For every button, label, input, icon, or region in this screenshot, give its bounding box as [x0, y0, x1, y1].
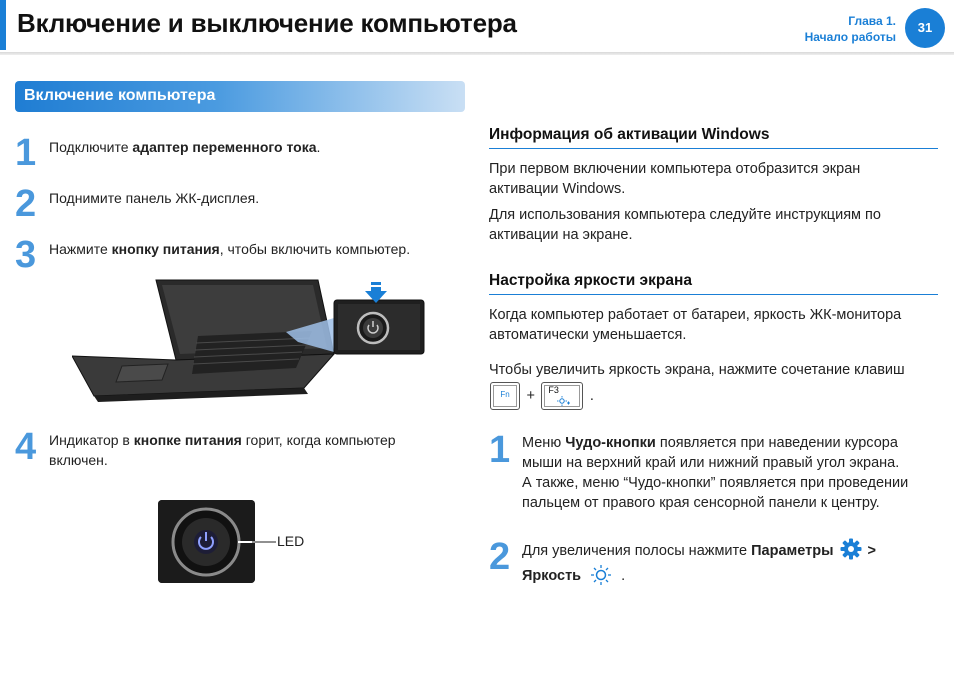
activation-heading: Информация об активации Windows	[489, 126, 770, 143]
led-label: LED	[277, 533, 305, 549]
sun-small-icon	[556, 396, 570, 406]
brightness-heading: Настройка яркости экрана	[489, 272, 692, 289]
page-number-badge: 31	[905, 8, 945, 48]
fn-key-icon: Fn	[490, 382, 520, 410]
step-number-2: 2	[15, 183, 37, 225]
charm-step-text-1: Меню Чудо-кнопки появляется при наведении курсора мыши на верхний край или нижний правый угол экрана. А также, меню “Чудо-кнопки” появляется при проведении пальцем от правого края сенсорной панели к центру.	[522, 435, 909, 511]
settings-gear-icon	[840, 538, 862, 560]
chapter-number: Глава 1.	[848, 14, 896, 28]
section-title: Включение компьютера	[24, 87, 216, 104]
brightness-paragraph-1: Когда компьютер работает от батареи, яркость ЖК-монитора автоматически уменьшается.	[489, 307, 902, 343]
activation-rule	[489, 148, 938, 149]
step-text-3: Нажмите кнопку питания, чтобы включить компьютер.	[49, 241, 411, 257]
hotkey-fn-f3: Fn + F3 .	[490, 382, 594, 410]
charm-step-text-2: Для увеличения полосы нажмите Параметры >	[522, 538, 876, 561]
step-number-1: 1	[15, 132, 37, 174]
chapter-label	[805, 13, 896, 45]
charm-step-number-1: 1	[489, 429, 511, 471]
step-number-3: 3	[15, 234, 37, 276]
laptop-illustration	[72, 276, 428, 402]
brightness-rule	[489, 294, 938, 295]
activation-paragraph-2: Для использования компьютера следуйте инструкциям по активации на экране.	[489, 207, 881, 243]
activation-paragraph-1: При первом включении компьютера отобразится экран активации Windows.	[489, 161, 861, 197]
step-text-2: Поднимите панель ЖК-дисплея.	[49, 190, 260, 206]
brightness-paragraph-2: Чтобы увеличить яркость экрана, нажмите сочетание клавиш	[489, 362, 905, 378]
step-number-4: 4	[15, 426, 37, 468]
step-text-1: Подключите адаптер переменного тока.	[49, 139, 321, 155]
charm-step-number-2: 2	[489, 536, 511, 578]
led-pointer-line	[238, 538, 278, 546]
charm-step-text-2-line2: Яркость .	[522, 564, 625, 586]
header-divider	[0, 52, 954, 55]
f3-brightness-key-icon: F3	[541, 382, 583, 410]
chapter-name: Начало работы	[804, 30, 896, 44]
page-title: Включение и выключение компьютера	[17, 8, 517, 38]
header-accent-bar	[0, 0, 6, 50]
section-header	[15, 81, 465, 112]
brightness-sun-icon	[587, 564, 615, 586]
step-text-4: Индикатор в кнопке питания горит, когда компьютер включен.	[49, 432, 396, 468]
